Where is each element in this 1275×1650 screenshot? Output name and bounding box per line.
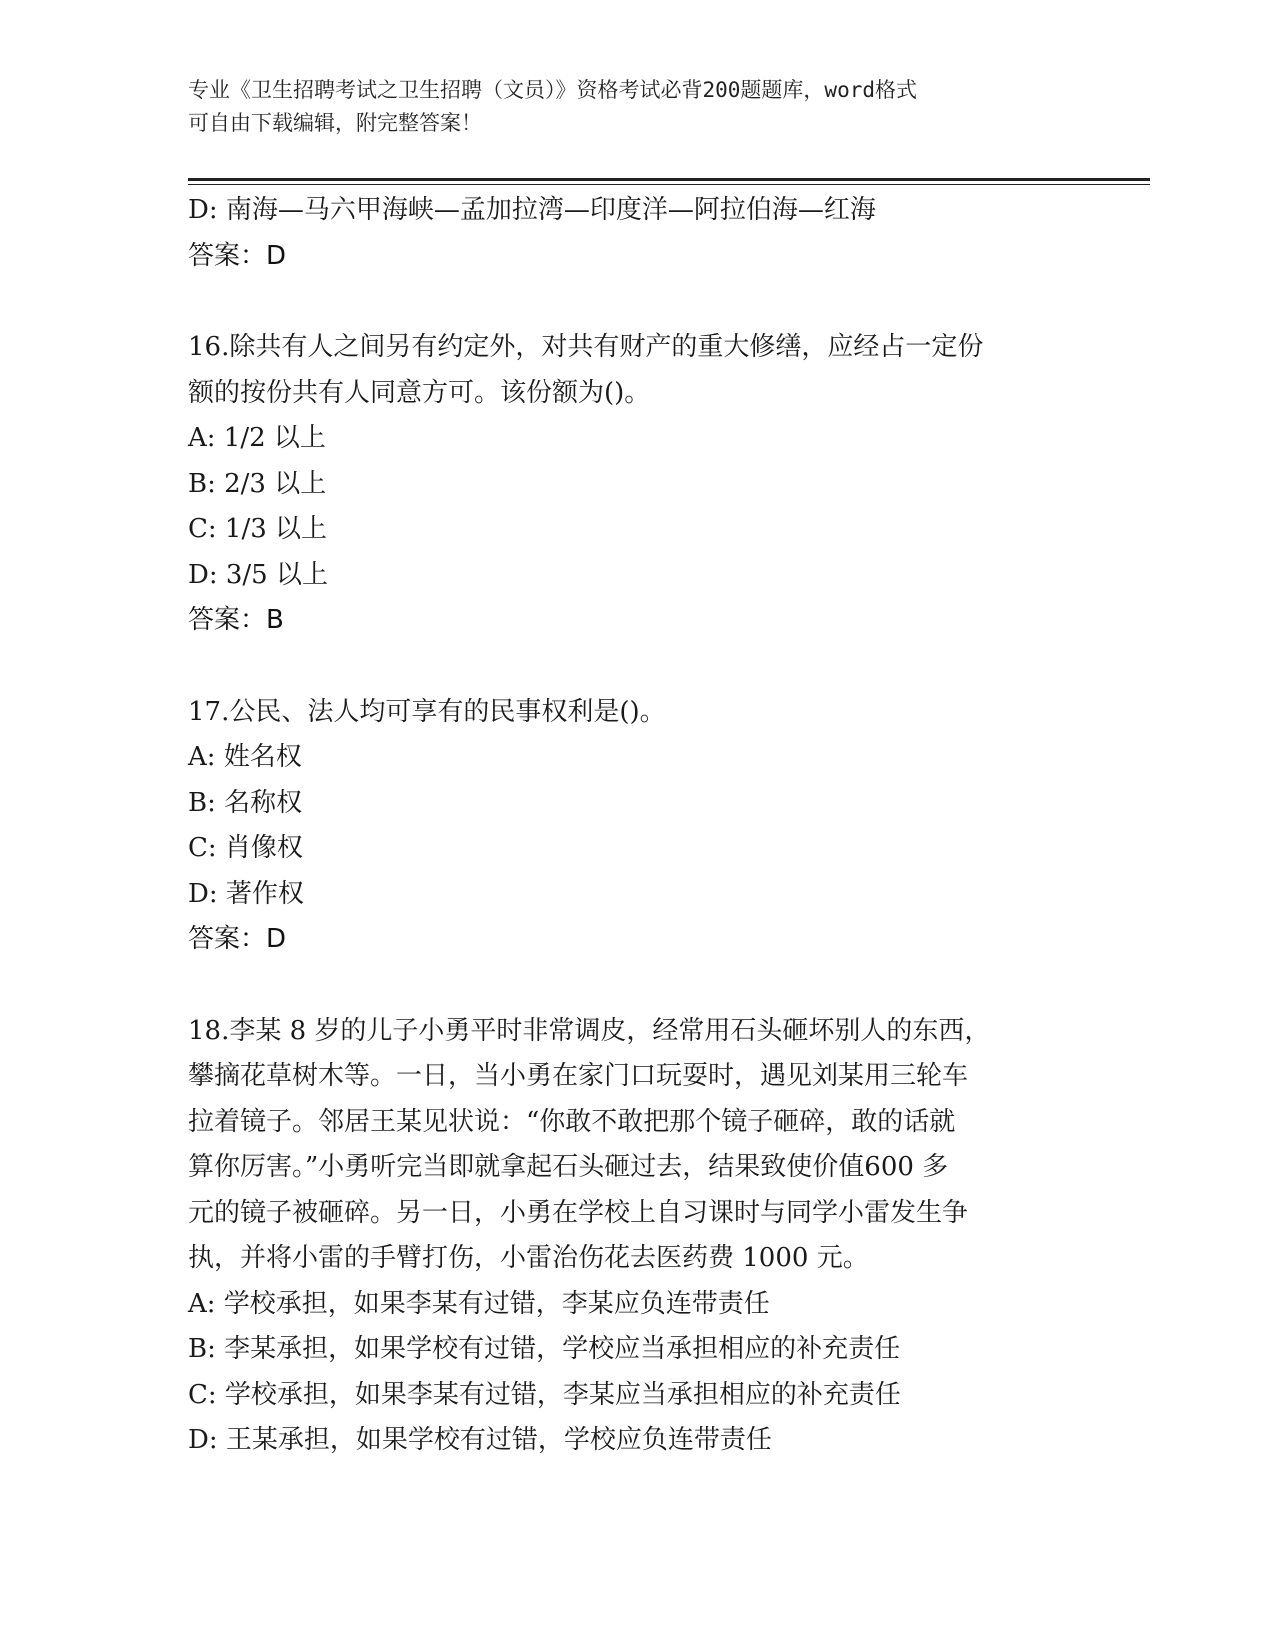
- spacer: [188, 963, 1088, 1009]
- option-a: A: 1/2 以上: [188, 423, 326, 453]
- header-rule-thick: [188, 178, 1150, 181]
- question-18-text: 元的镜子被砸碎。另一日，小勇在学校上自习课时与同学小雷发生争: [188, 1197, 969, 1228]
- question-18-text: 18.李某 8 岁的儿子小勇平时非常调皮，经常用石头砸坏别人的东西，: [188, 1015, 991, 1046]
- option-d: D: 著作权: [188, 878, 304, 909]
- option-a: A: 姓名权: [188, 742, 302, 772]
- option-b: B: 李某承担，如果学校有过错，学校应当承担相应的补充责任: [188, 1334, 901, 1364]
- option-d: D: 3/5 以上: [188, 559, 328, 590]
- question-18-text: 攀摘花草树木等。一日，当小勇在家门口玩耍时，遇见刘某用三轮车: [188, 1061, 969, 1091]
- option-d: D: 王某承担，如果学校有过错，学校应负连带责任: [188, 1425, 772, 1455]
- question-17-text: 17.公民、法人均可享有的民事权利是()。: [188, 696, 666, 727]
- option-c: C: 1/3 以上: [188, 514, 328, 544]
- answer-line: 答案：B: [188, 605, 284, 635]
- option-c: C: 学校承担，如果李某有过错，李某应当承担相应的补充责任: [188, 1379, 901, 1410]
- answer-line: 答案：D: [188, 240, 287, 271]
- option-d: D: 南海—马六甲海峡—孟加拉湾—印度洋—阿拉伯海—红海: [188, 195, 876, 225]
- header-title-line-1: 专业《卫生招聘考试之卫生招聘（文员）》资格考试必背200题题库，word格式: [188, 78, 917, 102]
- spacer: [188, 644, 1088, 690]
- question-list: [188, 188, 1088, 1464]
- question-18-text: 执，并将小雷的手臂打伤，小雷治伤花去医药费 1000 元。: [188, 1243, 869, 1273]
- header-title-line-2: 可自由下载编辑，附完整答案！: [188, 111, 482, 135]
- header-rule-thin: [188, 184, 1150, 185]
- question-18-text: 算你厉害。”小勇听完当即就拿起石头砸过去，结果致使价值600 多: [188, 1152, 949, 1182]
- page-header: [188, 74, 1088, 140]
- question-16-text: 16.除共有人之间另有约定外，对共有财产的重大修缮，应经占一定份: [188, 332, 984, 362]
- option-b: B: 名称权: [188, 787, 303, 818]
- option-b: B: 2/3 以上: [188, 468, 327, 499]
- option-c: C: 肖像权: [188, 833, 303, 863]
- answer-line: 答案：D: [188, 924, 287, 954]
- question-16-text: 额的按份共有人同意方可。该份额为()。: [188, 377, 651, 408]
- spacer: [188, 279, 1088, 325]
- option-a: A: 学校承担，如果李某有过错，李某应负连带责任: [188, 1288, 770, 1319]
- question-18-text: 拉着镜子。邻居王某见状说：“你敢不敢把那个镜子砸碎，敢的话就: [188, 1106, 956, 1137]
